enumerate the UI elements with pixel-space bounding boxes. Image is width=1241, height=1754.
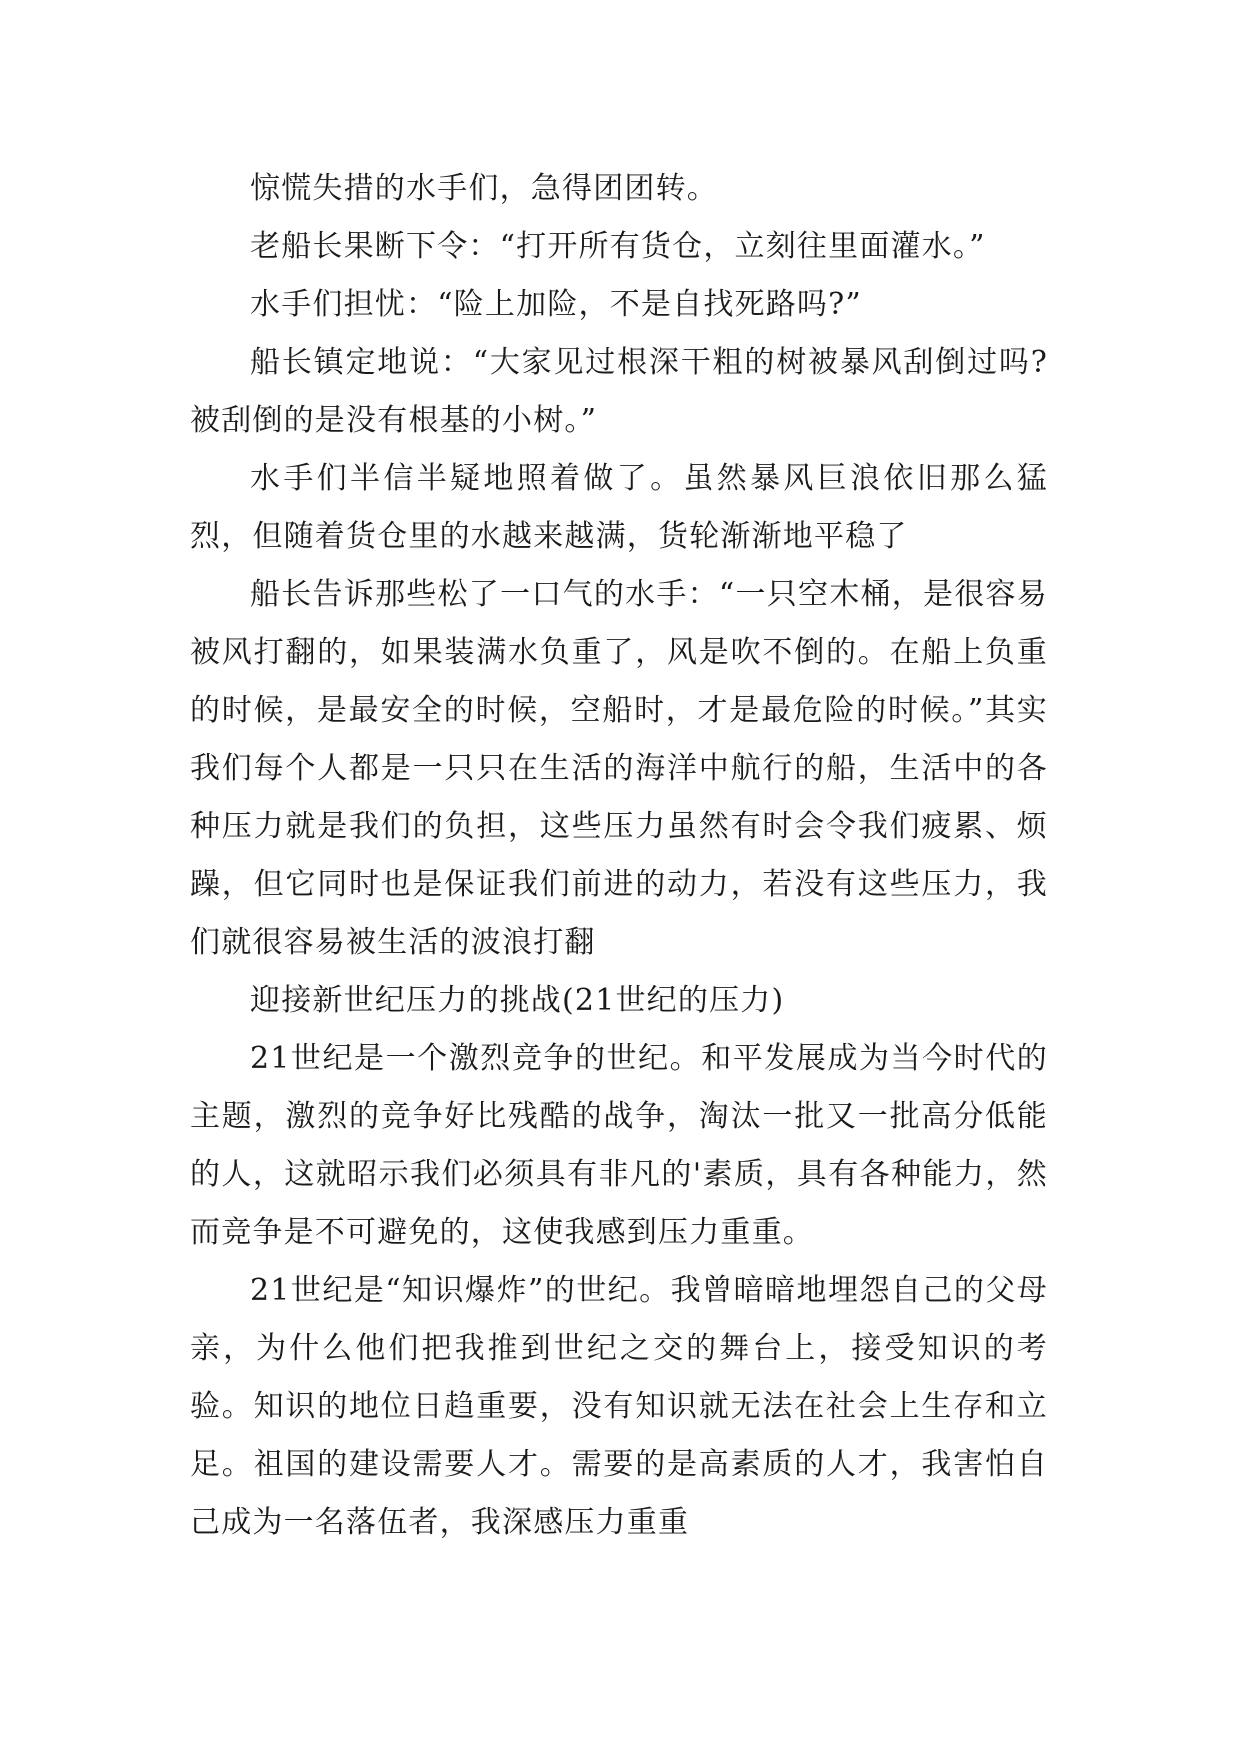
paragraph: 21世纪是一个激烈竞争的世纪。和平发展成为当今时代的主题，激烈的竞争好比残酷的战争，淘汰一批又一批高分低能的人，这就昭示我们必须具有非凡的'素质，具有各种能力，然而竞争是不可避免的，这使我感到压力重重。 <box>190 1041 1048 1250</box>
paragraph: 船长镇定地说：“大家见过根深干粗的树被暴风刮倒过吗?被刮倒的是没有根基的小树。” <box>190 345 1048 438</box>
paragraph: 船长告诉那些松了一口气的水手：“一只空木桶，是很容易被风打翻的，如果装满水负重了，风是吹不倒的。在船上负重的时候，是最安全的时候，空船时，才是最危险的时候。”其实我们每个人都是一只只在生活的海洋中航行的船，生活中的各种压力就是我们的负担，这些压力虽然有时会令我们疲累、烦躁，但它同时也是保证我们前进的动力，若没有这些压力，我们就很容易被生活的波浪打翻 <box>190 577 1048 960</box>
paragraph: 水手们担忧：“险上加险，不是自找死路吗?” <box>250 287 862 322</box>
paragraph: 水手们半信半疑地照着做了。虽然暴风巨浪依旧那么猛烈，但随着货仓里的水越来越满，货轮渐渐地平稳了 <box>190 461 1048 554</box>
paragraph: 21世纪是“知识爆炸”的世纪。我曾暗暗地埋怨自己的父母亲，为什么他们把我推到世纪之交的舞台上，接受知识的考验。知识的地位日趋重要，没有知识就无法在社会上生存和立足。祖国的建设需要人才。需要的是高素质的人才，我害怕自己成为一名落伍者，我深感压力重重 <box>190 1273 1048 1540</box>
paragraph: 惊慌失措的水手们，急得团团转。 <box>250 171 718 206</box>
document-body <box>190 160 1048 1552</box>
paragraph: 老船长果断下令：“打开所有货仓，立刻往里面灌水。” <box>250 229 986 264</box>
section-heading: 迎接新世纪压力的挑战(21世纪的压力) <box>250 983 785 1018</box>
